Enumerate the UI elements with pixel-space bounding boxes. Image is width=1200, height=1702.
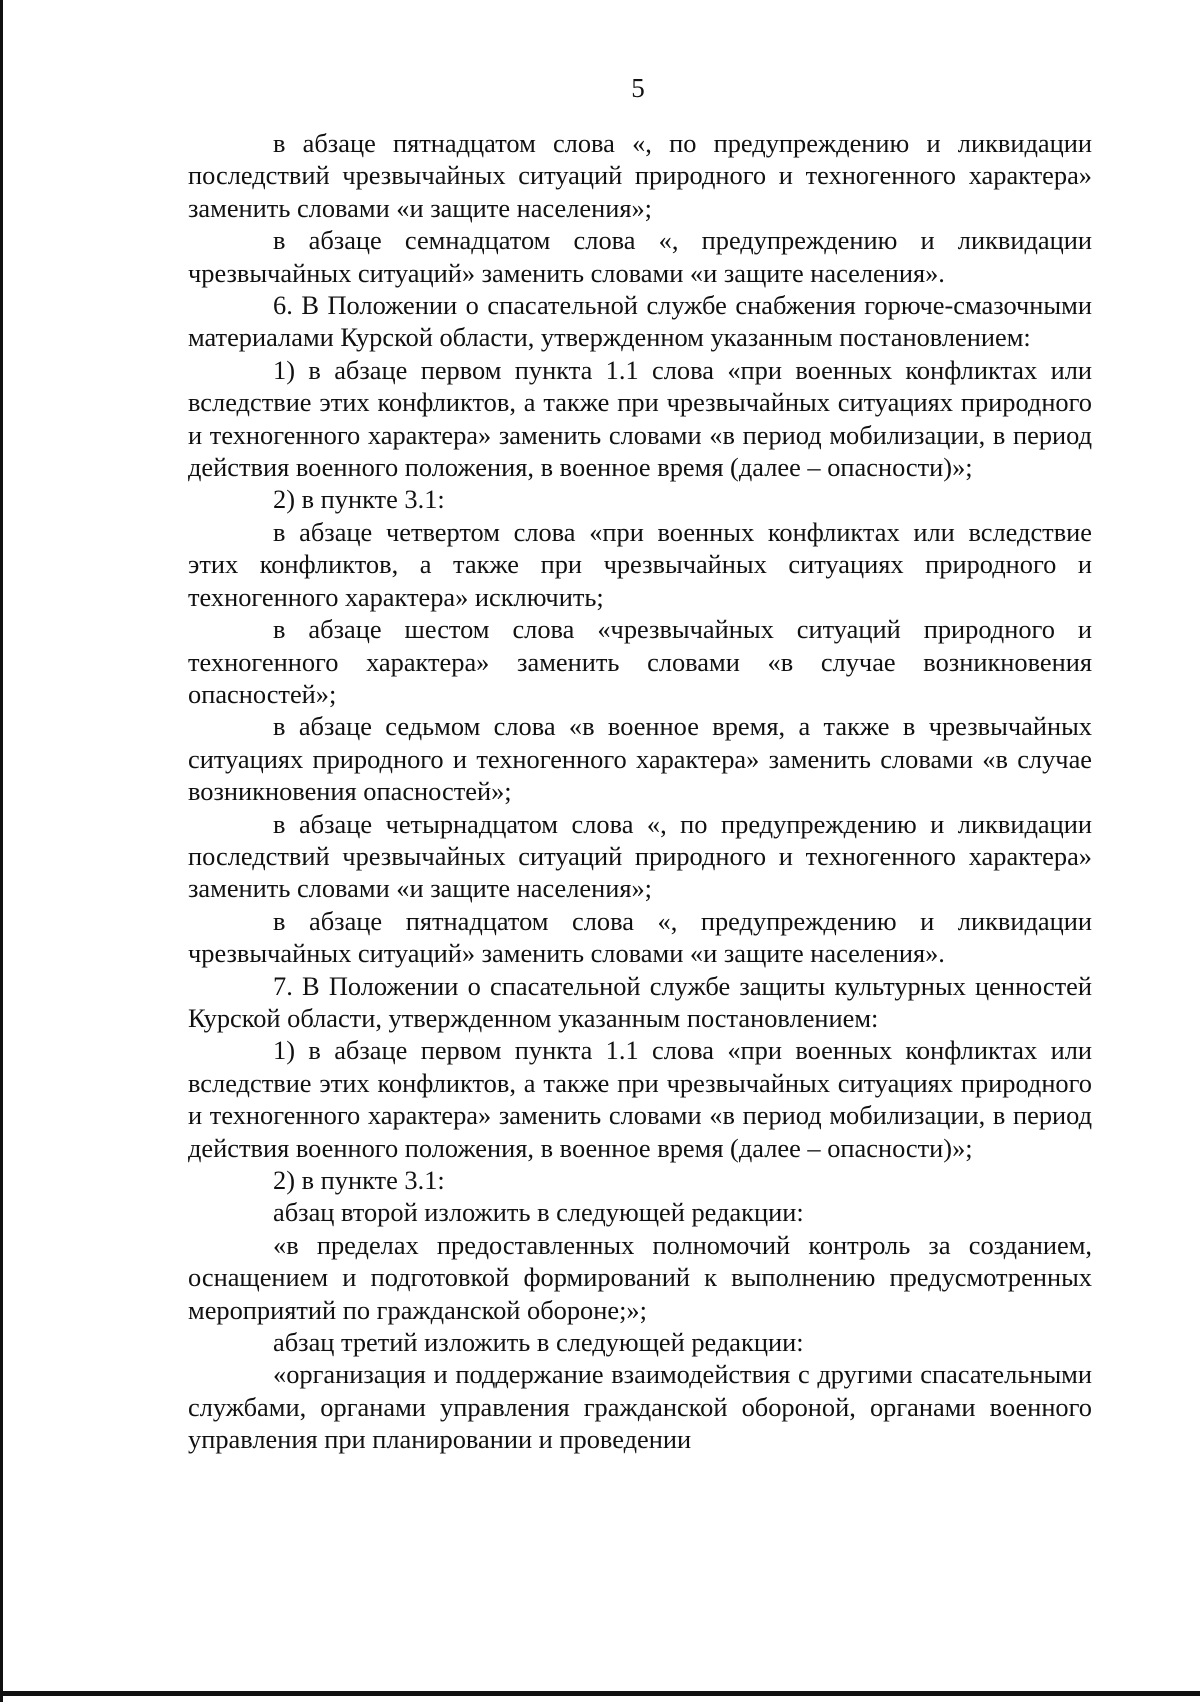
paragraph: «организация и поддержание взаимодействия с другими спасательными службами, органами управления гражданской обороной, органами военного управления при планировании и проведении (188, 1359, 1092, 1455)
paragraph: в абзаце седьмом слова «в военное время, а также в чрезвычайных ситуациях природного и техногенного характера» заменить словами «в случае возникновения опасностей»; (188, 711, 1092, 807)
document-body (188, 127, 1092, 1456)
paragraph: в абзаце четырнадцатом слова «, по предупреждению и ликвидации последствий чрезвычайных ситуаций природного и техногенного характера» заменить словами «и защите населения»; (188, 808, 1092, 904)
paragraph: 1) в абзаце первом пункта 1.1 слова «при военных конфликтах или вследствие этих конфликтов, а также при чрезвычайных ситуациях природного и техногенного характера» заменить словами «в период мобилизации, в период действия военного положения, в военное время (далее – опасности)»; (188, 1035, 1092, 1163)
paragraph: 6. В Положении о спасательной службе снабжения горюче-смазочными материалами Курской области, утвержденном указанным постановлением: (188, 290, 1092, 353)
paragraph: абзац третий изложить в следующей редакции: (273, 1327, 804, 1358)
paragraph: 2) в пункте 3.1: (273, 484, 445, 515)
paragraph: 1) в абзаце первом пункта 1.1 слова «при военных конфликтах или вследствие этих конфликтов, а также при чрезвычайных ситуациях природного и техногенного характера» заменить словами «в период мобилизации, в период действия военного положения, в военное время (далее – опасности)»; (188, 354, 1092, 483)
paragraph: в абзаце шестом слова «чрезвычайных ситуаций природного и техногенного характера» заменить словами «в случае возникновения опасностей»; (188, 614, 1092, 709)
paragraph: 7. В Положении о спасательной службе защиты культурных ценностей Курской области, утвержденном указанным постановлением: (188, 970, 1092, 1033)
paragraph: в абзаце пятнадцатом слова «, предупреждению и ликвидации чрезвычайных ситуаций» заменить словами «и защите населения». (188, 905, 1092, 969)
scan-edge-left (0, 0, 3, 1702)
paragraph: абзац второй изложить в следующей редакции: (273, 1197, 804, 1228)
paragraph: в абзаце четвертом слова «при военных конфликтах или вследствие этих конфликтов, а также при чрезвычайных ситуациях природного и техногенного характера» исключить; (188, 516, 1092, 612)
paragraph: «в пределах предоставленных полномочий контроль за созданием, оснащением и подготовкой формирований к выполнению предусмотренных мероприятий по гражданской обороне;»; (188, 1229, 1092, 1325)
paragraph: в абзаце семнадцатом слова «, предупреждению и ликвидации чрезвычайных ситуаций» заменить словами «и защите населения». (188, 225, 1092, 288)
paragraph: в абзаце пятнадцатом слова «, по предупреждению и ликвидации последствий чрезвычайных ситуаций природного и техногенного характера» заменить словами «и защите населения»; (188, 128, 1092, 223)
page-number: 5 (631, 73, 645, 103)
scan-edge-bottom (0, 1691, 1200, 1696)
paragraph: 2) в пункте 3.1: (273, 1165, 445, 1195)
